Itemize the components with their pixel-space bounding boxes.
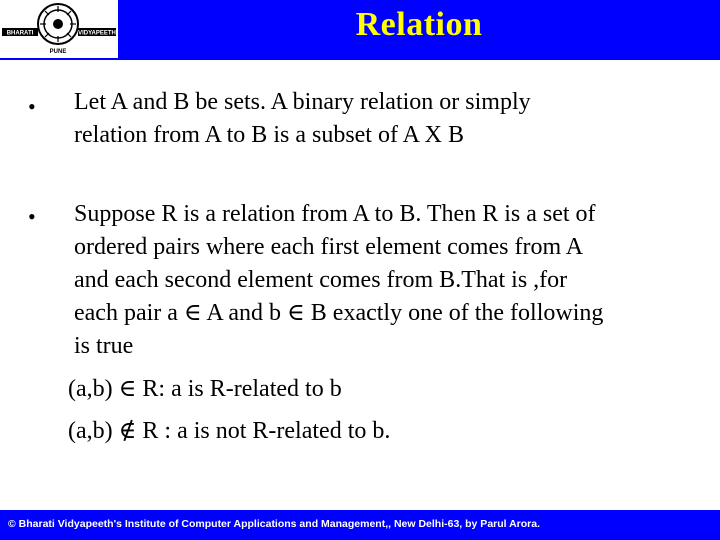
logo-bottom-text: PUNE [49, 49, 67, 55]
header-bar [0, 0, 720, 60]
bullet-line: ordered pairs where each first element comes from A [74, 234, 584, 260]
relation-line-not-related: (a,b) ∉ R : a is not R-related to b. [68, 418, 391, 444]
bullet-line: relation from A to B is a subset of A X B [74, 122, 464, 148]
bullet-line: each pair a ∈ A and b ∈ B exactly one of the following [74, 300, 604, 326]
slide-title: Relation [355, 6, 483, 43]
bullet-item-2 [74, 198, 704, 363]
footer-bar [0, 510, 720, 540]
logo [0, 0, 118, 58]
bullet-line: Let A and B be sets. A binary relation or simply [74, 89, 531, 115]
logo-right-text: VIDYAPEETH [78, 30, 116, 37]
logo-left-text: BHARATI [6, 30, 34, 37]
footer-credit: © Bharati Vidyapeeth's Institute of Computer Applications and Management,, New Delhi-63, by Parul Arora. [8, 518, 541, 530]
bullet-line: and each second element comes from B.That is ,for [74, 267, 568, 293]
bullet-marker: • [28, 94, 36, 119]
bullet-marker: • [28, 204, 36, 229]
relation-line-related: (a,b) ∈ R: a is R-related to b [68, 376, 342, 402]
bullet-line: Suppose R is a relation from A to B. Then R is a set of [74, 201, 596, 227]
bullet-item-1 [74, 86, 704, 152]
institute-seal-icon [0, 0, 118, 58]
bullet-line: is true [74, 333, 134, 359]
